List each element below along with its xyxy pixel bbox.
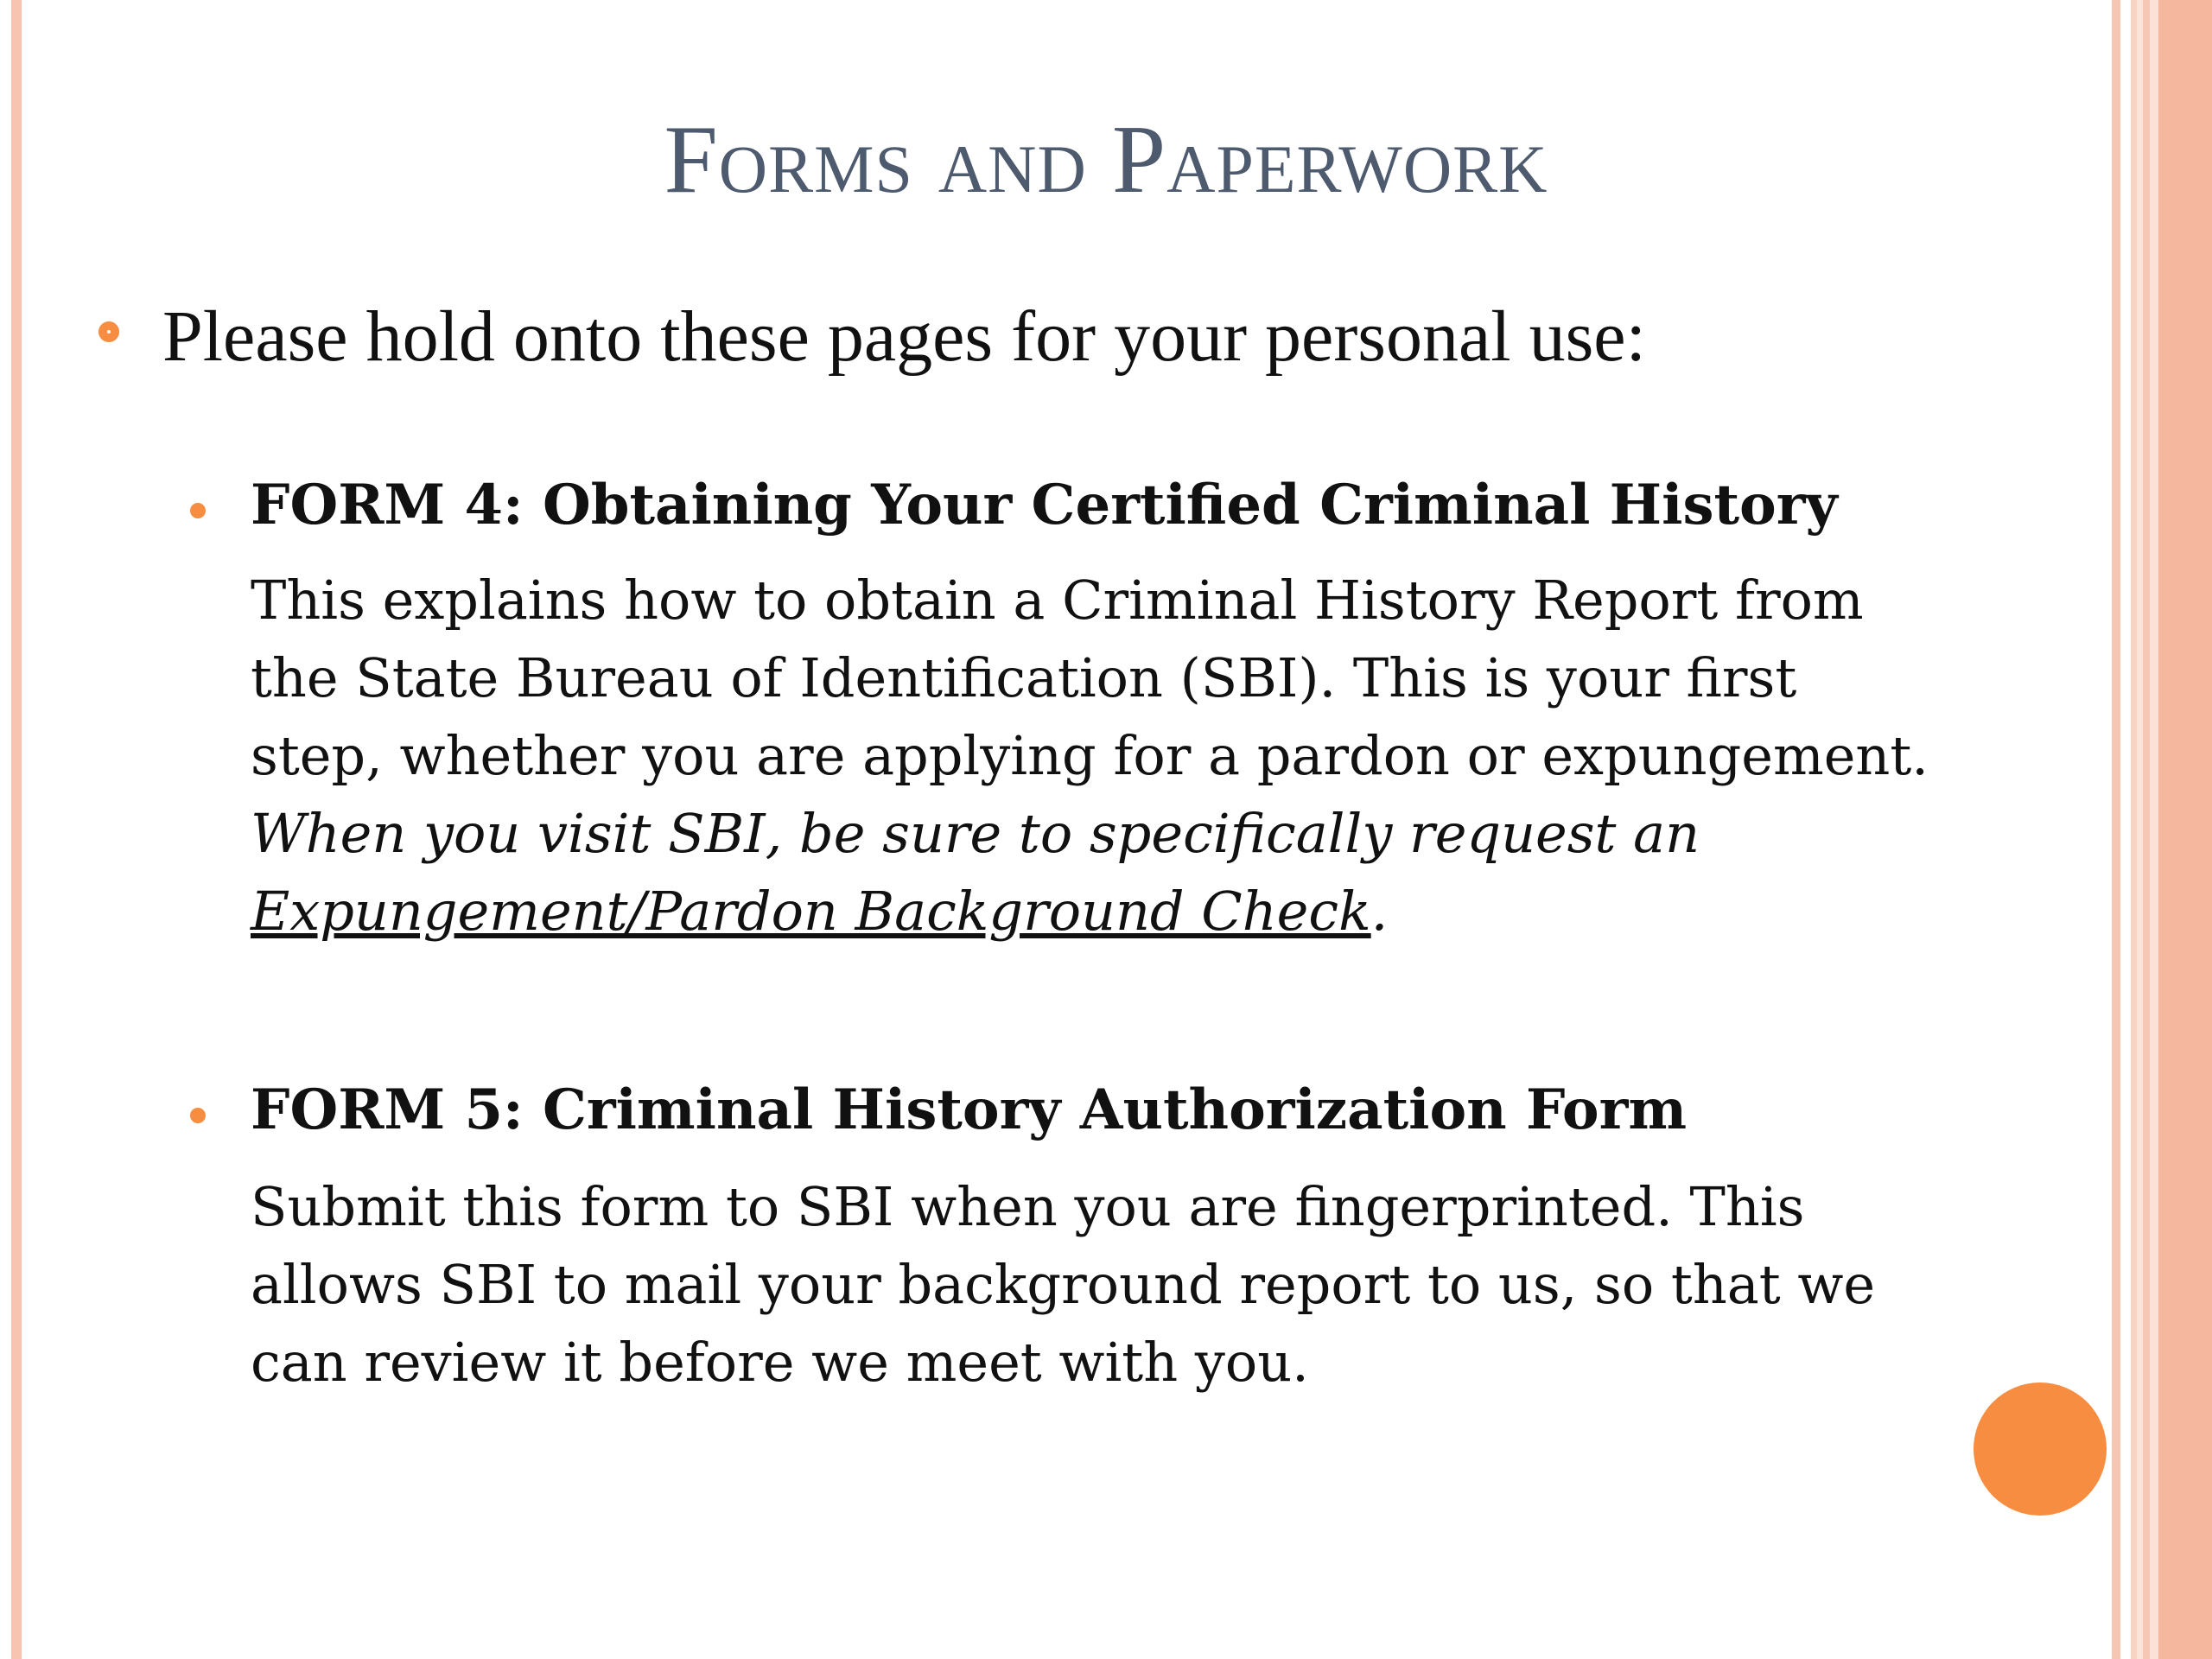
description-line: allows SBI to mail your background report to us, so that we: [251, 1253, 1876, 1316]
sentence-end: .: [1370, 880, 1389, 943]
form-4-description: [251, 562, 2091, 950]
description-line: Submit this form to SBI when you are fingerprinted. This: [251, 1175, 1805, 1238]
left-border-decoration: [11, 0, 22, 1659]
dot-bullet-icon: [190, 1108, 206, 1123]
description-line: [251, 795, 2091, 873]
right-border-decoration: [2112, 0, 2120, 1659]
form-5-heading: FORM 5: Criminal History Authorization Form: [251, 1077, 1688, 1142]
form-4-heading: FORM 4: Obtaining Your Certified Criminal History: [251, 473, 1838, 537]
description-line: the State Bureau of Identification (SBI). This is your first: [251, 646, 1797, 709]
right-border-decoration: [2137, 0, 2143, 1659]
ring-bullet-icon: [99, 321, 119, 342]
description-line: can review it before we meet with you.: [251, 1331, 1309, 1394]
italic-note: When you visit SBI, be sure to specifically request an: [251, 802, 1700, 865]
description-line: step, whether you are applying for a pardon or expungement.: [251, 724, 1929, 787]
right-border-decoration: [2150, 0, 2158, 1659]
description-line: [251, 873, 2091, 950]
intro-text: Please hold onto these pages for your personal use:: [162, 296, 1646, 377]
right-border-decoration: [2131, 0, 2137, 1659]
orange-circle-decoration: [1974, 1382, 2107, 1516]
dot-bullet-icon: [190, 503, 206, 518]
description-line: This explains how to obtain a Criminal History Report from: [251, 569, 1864, 632]
slide-title: Forms and Paperwork: [664, 106, 1548, 213]
right-border-decoration: [2143, 0, 2150, 1659]
form-5-description: [251, 1168, 2091, 1402]
background-check-name: Expungement/Pardon Background Check: [251, 880, 1371, 943]
right-border-decoration: [2158, 0, 2212, 1659]
